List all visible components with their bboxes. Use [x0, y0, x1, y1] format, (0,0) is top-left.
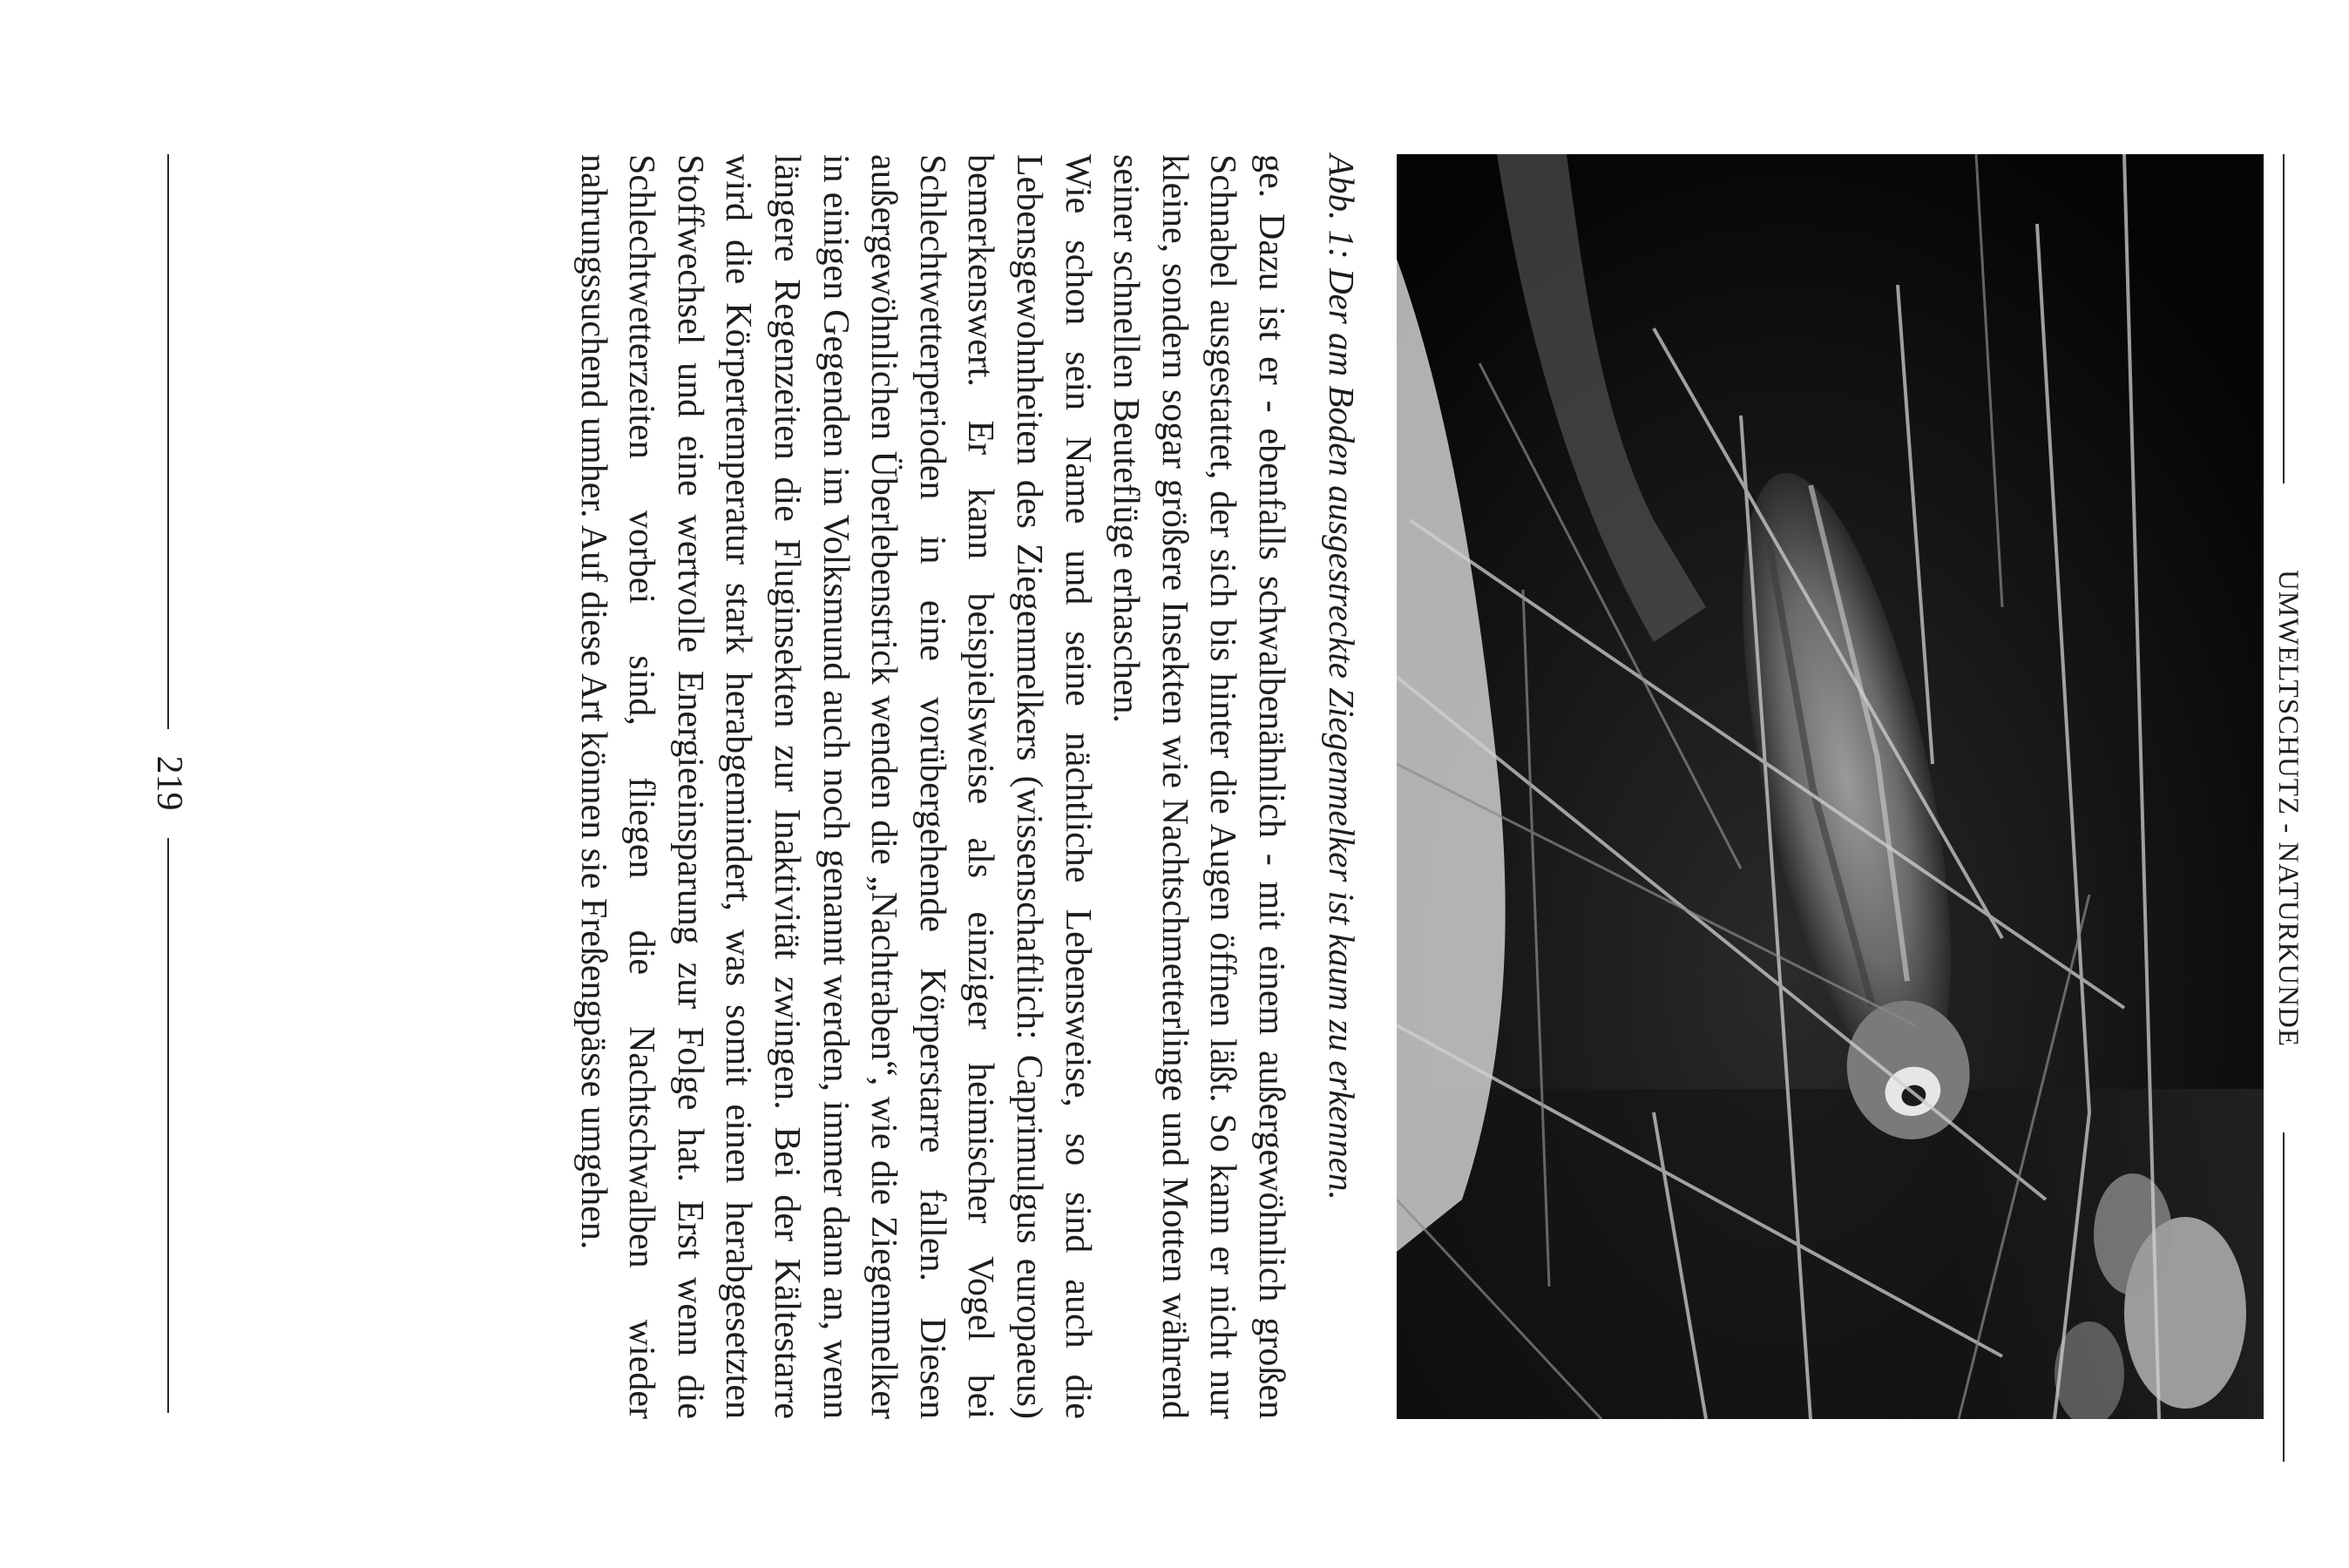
body-paragraph-2: Wie schon sein Name und seine nächtliche Lebensweise, so sind auch die Lebensgewohnheiten des Ziegenmelkers (wissenschaftlich: Caprimulgus europaeus) bemerkenswert. Er kann beispielsweise als einziger heimischer Vogel bei Schlechtwetterperioden in eine vorübergehende Körperstarre fallen. Diesen außergewöhnlichen Überlebenstrick wenden die „Nachtraben“, wie die Ziegenmelker in einigen Gegenden im Volksmund auch noch genannt werden, immer dann an, wenn längere Regenzeiten die Fluginsekten zur Inaktivität zwingen. Bei der Kältestarre wird die Körpertemperatur stark herabgemindert, was somit einen herabgesetzten Stoffwechsel und eine wertvolle Energieeinsparung zur Folge hat. Erst wenn die Schlechtwetterzeiten vorbei sind, fliegen die Nachtschwalben wieder nahrungssuchend umher. Auf diese Art können sie Freßengpässe umgehen. — [572, 154, 1098, 1419]
figure-caption: Abb. 1: Der am Boden ausgestreckte Ziegenmelker ist kaum zu erkennen. — [1322, 154, 1362, 1200]
page-number: 219 — [149, 755, 189, 811]
header-rule-left — [2283, 154, 2285, 483]
footer-rule-right — [167, 838, 169, 1413]
nightjar-photograph — [1397, 154, 2264, 1419]
header-rule-right — [2283, 1132, 2285, 1462]
footer-rule-left — [167, 154, 169, 729]
article-body — [568, 154, 1295, 1419]
body-paragraph-1: ge. Dazu ist er - ebenfalls schwalbenähnlich - mit einem außergewöhnlich großen Schnabel ausgestattet, der sich bis hinter die Augen öffnen läßt. So kann er nicht nur kleine, sondern sogar größere Insekten wie Nachtschmetterlinge und Motten während seiner schnellen Beuteflüge erhaschen. — [1106, 154, 1291, 1419]
running-header: UMWELTSCHUTZ - NATURKUNDE — [2272, 569, 2304, 1048]
